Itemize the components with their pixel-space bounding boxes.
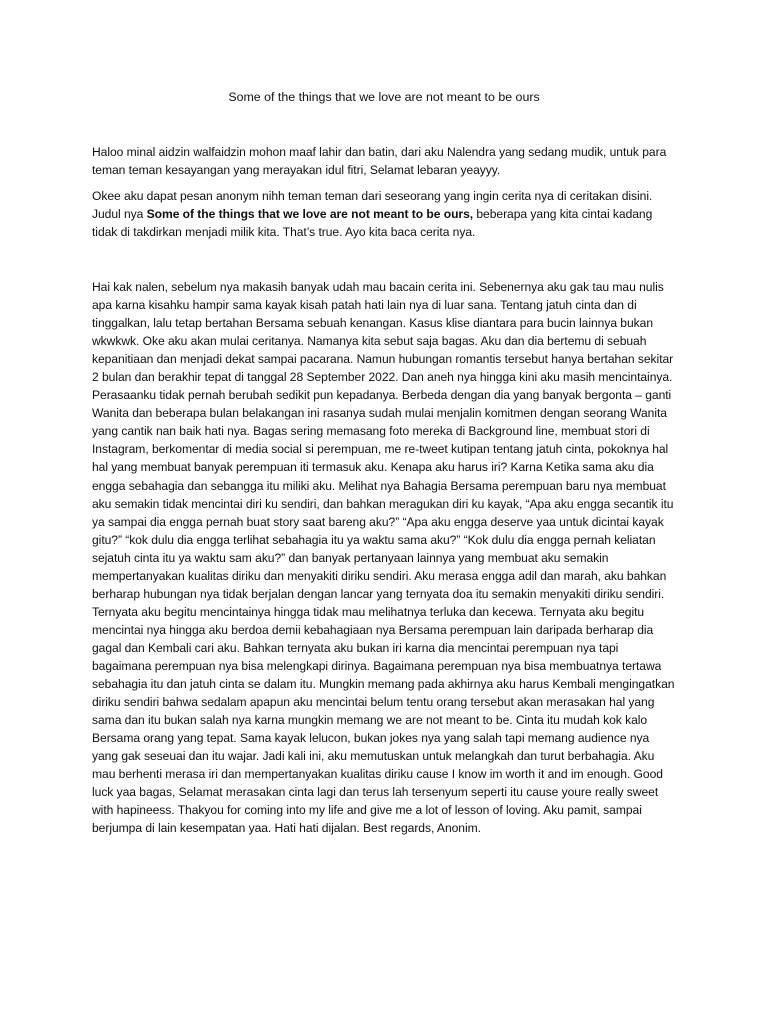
- note-bold-title: Some of the things that we love are not meant to be ours,: [146, 207, 474, 222]
- note-paragraph: [92, 187, 678, 242]
- note-text-after: beberapa yang kita cintai kadang tidak di takdirkan menjadi milik kita. That’s true. Ayo kita baca cerita nya.: [92, 207, 653, 240]
- note-text-before: Okee aku dapat pesan anonym nihh teman teman dari seseorang yang ingin cerita nya di ceritakan disini. Judul nya: [92, 189, 653, 222]
- intro-paragraph: Haloo minal aidzin walfaidzin mohon maaf lahir dan batin, dari aku Nalendra yang sedang mudik, untuk para teman teman kesayangan yang merayakan idul fitri, Selamat lebaran yeayyy.: [92, 145, 667, 178]
- story-paragraph: Hai kak nalen, sebelum nya makasih banyak udah mau bacain cerita ini. Sebenernya aku gak tau mau nulis apa karna kisahku hampir sama kayak kisah patah hati lain nya di luar sana. Tentang jatuh cinta dan di tinggalkan, lalu tetap bertahan Bersama sebuah kenangan. Kasus klise diantara para bucin lainnya bukan wkwkwk. Oke aku akan mulai ceritanya. Namanya kita sebut saja bagas. Aku dan dia bertemu di sebuah kepanitiaan dan menjadi dekat sampai pacarana. Namun hubungan romantis tersebut hanya bertahan sekitar 2 bulan dan berakhir tepat di tanggal 28 September 2022. Dan aneh nya hingga kini aku masih mencintainya. Perasaanku tidak pernah berubah sedikit pun kepadanya. Berbeda dengan dia yang banyak bergonta – ganti Wanita dan beberapa bulan belakangan ini rasanya sudah mulai menjalin komitmen dengan seorang Wanita yang cantik nan baik hati nya. Bagas sering memasang foto mereka di Background line, membuat stori di Instagram, berkomentar di media social si perempuan, me re-tweet kutipan tentang jatuh cinta, pokoknya hal hal yang membuat banyak perempuan iti termasuk aku. Kenapa aku harus iri? Karna Ketika sama aku dia engga sebahagia dan sebangga itu miliki aku. Melihat nya Bahagia Bersama perempuan baru nya membuat aku semakin tidak mencintai diri ku sendiri, dan bahkan meragukan diri ku kayak, “Apa aku engga secantik itu ya sampai dia engga pernah buat story saat bareng aku?” “Apa aku engga deserve yaa untuk dicintai kayak gitu?” “kok dulu dia engga terlihat sebahagia itu ya waktu sama aku?” “Kok dulu dia engga pernah keliatan sejatuh cinta itu ya waktu sam aku?” dan banyak pertanyaan lainnya yang membuat aku semakin mempertanyakan kualitas diriku dan menyakiti diriku sendiri. Aku merasa engga adil dan marah, aku bahkan berharap hubungan nya tidak berjalan dengan lancar yang ternyata doa itu semakin menyakiti diriku sendiri. Ternyata aku begitu mencintainya hingga tidak mau melihatnya terluka dan kecewa. Ternyata aku begitu mencintai nya hingga aku berdoa demii kebahagiaan nya Bersama perempuan lain daripada berharap dia gagal dan Kembali cari aku. Bahkan ternyata aku bukan iri karna dia mencintai perempuan nya tapi bagaimana perempuan nya bisa melengkapi dirinya. Bagaimana perempuan nya bisa membuatnya tertawa sebahagia itu dan jatuh cinta se dalam itu. Mungkin memang pada akhirnya aku harus Kembali mengingatkan diriku sendiri bahwa sedalam apapun aku mencintai belum tentu orang tersebut akan merasakan hal yang sama dan itu bukan salah nya karna mungkin memang we are not meant to be. Cinta itu mudah kok kalo Bersama orang yang tepat. Sama kayak lelucon, bukan jokes nya yang salah tapi memang audience nya yang gak seseuai dan itu wajar. Jadi kali ini, aku memutuskan untuk melangkah dan turut berbahagia. Aku mau berhenti merasa iri dan mempertanyakan kualitas diriku cause I know im worth it and im enough. Good luck yaa bagas, Selamat merasakan cinta lagi dan terus lah tersenyum seperti itu cause youre really sweet with hapineess. Thakyou for coming into my life and give me a lot of lesson of loving. Aku pamit, sampai berjumpa di lain kesempatan yaa. Hati hati dijalan. Best regards, Anonim.: [92, 280, 675, 836]
- document-title: Some of the things that we love are not meant to be ours: [228, 90, 540, 104]
